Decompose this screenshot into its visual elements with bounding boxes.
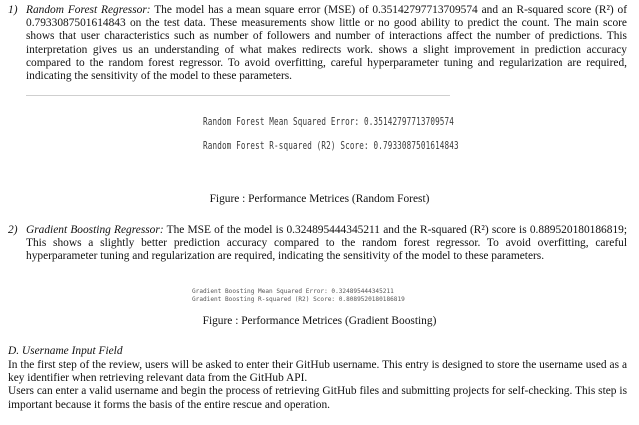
paragraph-text: The model has a mean square error (MSE) of 0.35142797713709574 and an R-squared score (R²) of 0.7933087501614843 on the test data. These measurements show little or no good ability to predict the count. The main score shows that user characteristics such as number of followers and number of interactions affect the number of predictions. This interpretation gives us an understanding of what makes redirects work. shows a slight improvement in prediction accuracy compared to the random forest regressor. To avoid overfitting, careful hyperparameter tuning and regularization are required, indicating the sensitivity of the model to these parameters. xyxy=(26,4,627,83)
paragraph: In the first step of the review, users will be asked to enter their GitHub username. This entry is designed to store the username used as a key identifier when retrieving relevant data from the GitHub API. xyxy=(8,359,627,385)
lead-title: Random Forest Regressor: xyxy=(26,4,151,16)
paragraph-gradient-boosting xyxy=(26,224,627,264)
section-body xyxy=(8,359,627,412)
figure-caption-gradient-boosting: Figure : Performance Metrices (Gradient Boosting) xyxy=(202,315,437,327)
figure-caption-random-forest: Figure : Performance Metrices (Random Forest) xyxy=(209,193,430,205)
paragraph-text: The MSE of the model is 0.324895444345211 and the R-squared (R²) score is 0.889520180186819; This shows a slightly better prediction accuracy compared to the random forest regressor. To avoid overfitting, careful hyperparameter tuning and regularization are required, indicating the sensitivity of the model to these parameters. xyxy=(26,224,627,263)
code-line: Random Forest Mean Squared Error: 0.35142797713709574 xyxy=(203,116,455,128)
paragraph: Users can enter a valid username and begin the process of retrieving GitHub files and submitting projects for self-checking. This step is important because it forms the basis of the entire rescue and operation. xyxy=(8,385,627,411)
list-item-gradient-boosting xyxy=(8,224,627,264)
paragraph-random-forest xyxy=(26,4,627,83)
code-output-gradient-boosting xyxy=(192,288,405,305)
list-number: 2) xyxy=(8,224,18,236)
code-line: Random Forest R-squared (R2) Score: 0.7933087501614843 xyxy=(203,140,459,152)
list-item-random-forest xyxy=(8,4,627,83)
lead-title: Gradient Boosting Regressor: xyxy=(26,224,164,236)
divider xyxy=(26,95,450,96)
code-line: Gradient Boosting Mean Squared Error: 0.324895444345211 xyxy=(192,288,394,295)
code-output-random-forest xyxy=(203,110,459,158)
code-line: Gradient Boosting R-squared (R2) Score: 0.8089520180186819 xyxy=(192,296,405,304)
section-heading: D. Username Input Field xyxy=(8,345,123,357)
list-number: 1) xyxy=(8,4,18,16)
